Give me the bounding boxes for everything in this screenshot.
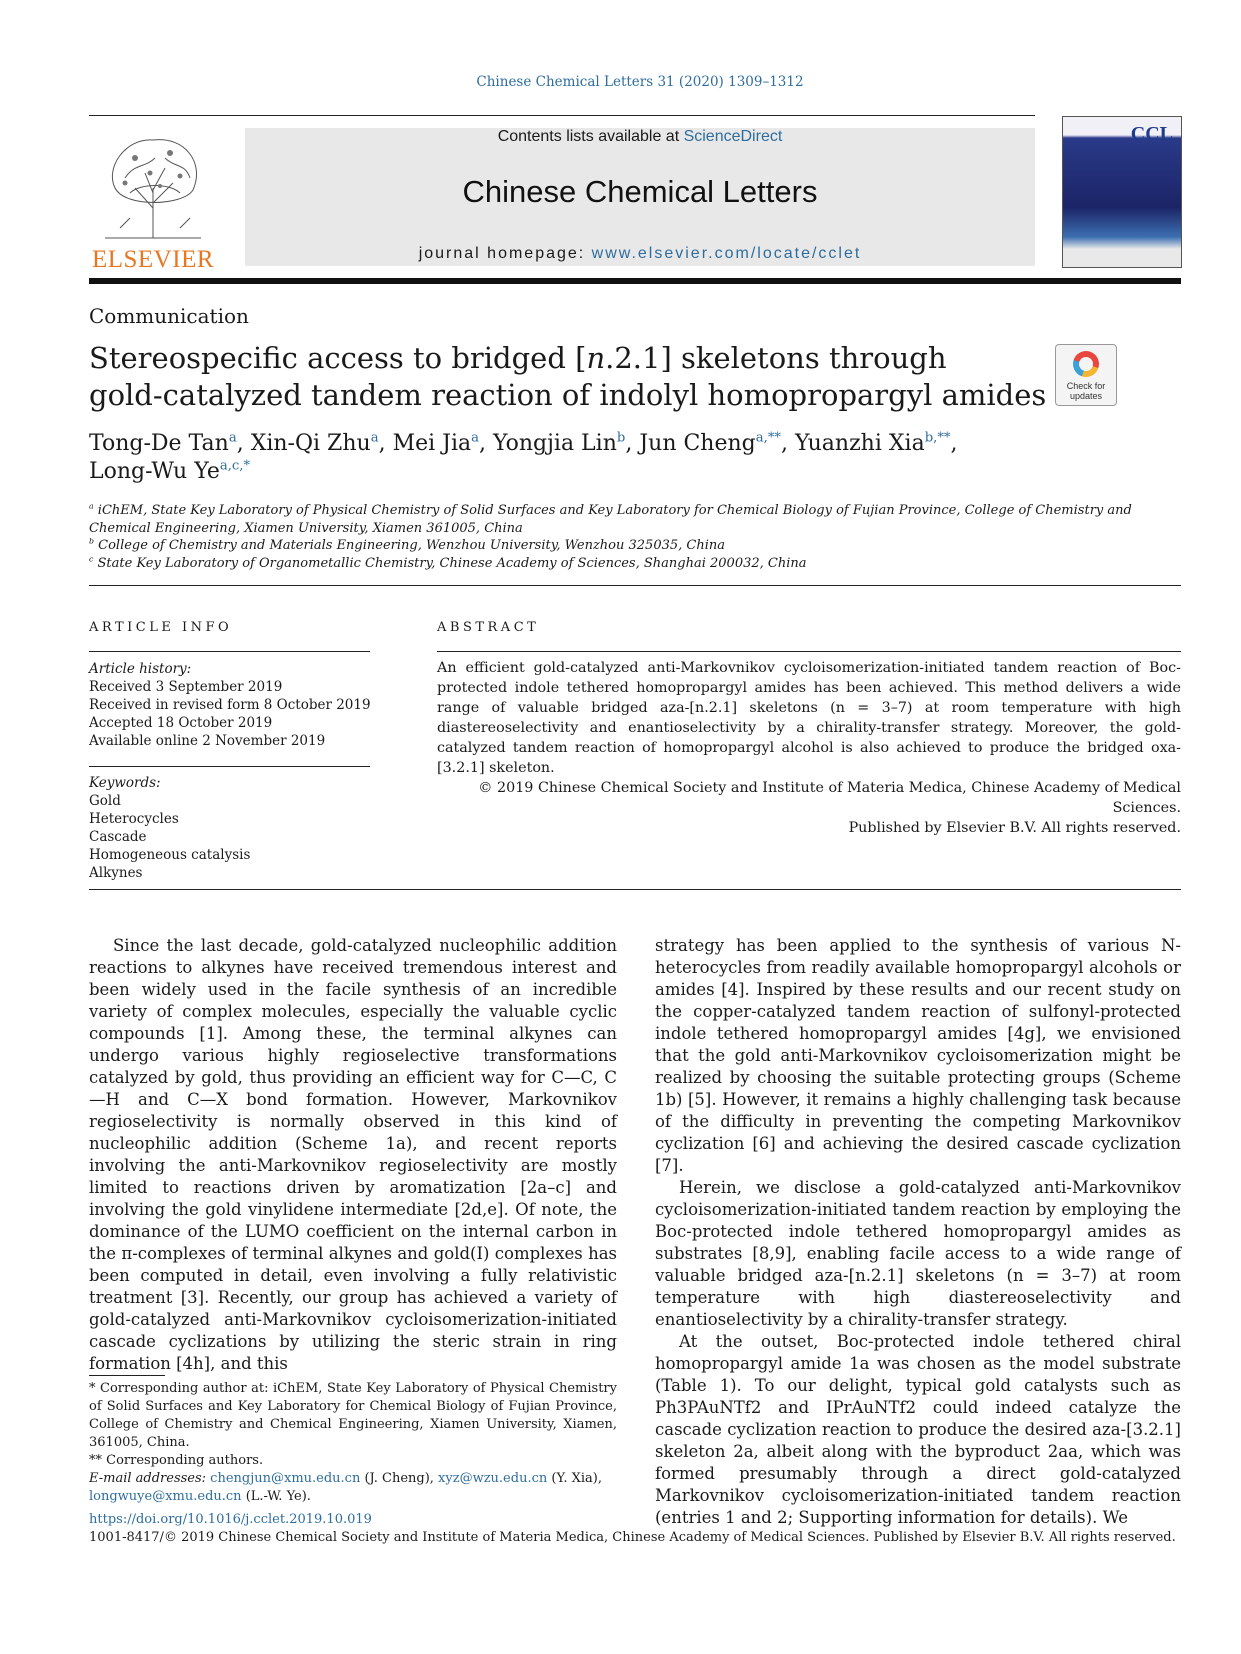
keywords-rule [89, 766, 370, 767]
keywords-label: Keywords: [89, 775, 161, 791]
journal-homepage [245, 245, 1035, 263]
body-column-left [89, 935, 617, 1375]
article-history [89, 660, 379, 750]
article-info-heading: ARTICLE INFO [89, 620, 233, 635]
issn-copyright: 1001-8417/© 2019 Chinese Chemical Society and Institute of Materia Medica, Chinese Academy of Medical Sciences. Published by Elsevier B.V. All rights reserved. [89, 1530, 1176, 1545]
history-online: Available online 2 November 2019 [89, 733, 326, 749]
contents-line [245, 128, 1035, 146]
title-part: .2.1] skeletons through [605, 341, 947, 375]
elsevier-wordmark: ELSEVIER [91, 246, 215, 273]
author[interactable]: Yuanzhi Xia$^{b,**}$ [795, 430, 951, 456]
badge-label: Check for updates [1066, 381, 1106, 401]
author[interactable]: Mei Jia$^a$ [392, 430, 479, 456]
article-type: Communication [89, 304, 249, 328]
keyword: Cascade [89, 829, 147, 845]
check-for-updates-badge[interactable] [1055, 344, 1117, 406]
crossmark-icon [1073, 351, 1099, 377]
author-list: Tong-De Tan$^a$, Xin-Qi Zhu$^a$, Mei Jia$^a$, Yongjia Lin$^b$, Jun Cheng$^{a,**}$, Yuanzhi Xia$^{b,**}$, Long-Wu $Ye^{a,c,*}$ [89, 430, 958, 484]
affiliations [89, 502, 1149, 572]
journal-banner [245, 128, 1035, 266]
author[interactable]: Xin-Qi Zhu$^a$ [250, 430, 379, 456]
journal-title: Chinese Chemical Letters [462, 174, 818, 209]
author[interactable]: Yongjia Lin$^b$ [492, 430, 626, 456]
elsevier-tree-icon [95, 128, 211, 240]
author[interactable]: Jun Cheng$^{a,**}$ [639, 430, 782, 456]
title-italic-n: n [586, 341, 606, 375]
body-paragraph: Since the last decade, gold-catalyzed nucleophilic addition reactions to alkynes have received tremendous interest and been widely used in the facile synthesis of an incredible variety of complex molecules, especially the valuable cyclic compounds [1]. Among these, the terminal alkynes can undergo various highly regioselective transformations catalyzed by gold, thus providing an efficient way for C—C, C—H and C—X bond formation. However, Markovnikov regioselectivity is normally observed in this kind of nucleophilic addition (Scheme 1a), and recent reports involving the anti-Markovnikov regioselectivity are mostly limited to reactions driven by aromatization [2a–c] and involving the gold vinylidene intermediate [2d,e]. Of note, the dominance of the LUMO coefficient on the internal carbon in the π-complexes of terminal alkynes and gold(I) complexes has been computed in detail, even involving a fully relativistic treatment [3]. Recently, our group has achieved a variety of gold-catalyzed anti-Markovnikov cycloisomerization-initiated cascade cyclizations by utilizing the steric strain in ring formation [4h], and this [89, 936, 617, 1373]
sciencedirect-link[interactable]: ScienceDirect [683, 128, 783, 145]
footnote-corresponding-authors: ** Corresponding authors. [89, 1453, 264, 1468]
keyword: Alkynes [89, 865, 143, 881]
body-column-right [655, 935, 1181, 1529]
header-thick-rule [89, 278, 1181, 284]
keywords [89, 774, 379, 882]
article-info-rule [89, 651, 370, 652]
footnote-corresponding: * Corresponding author at: iChEM, State Key Laboratory of Physical Chemistry of Solid Surfaces and Key Laboratory for Chemical Biology of Fujian Province, College of Chemistry and Chemical Engineering, Xiamen University, Xiamen, 361005, China. [89, 1381, 617, 1450]
abstract-heading: ABSTRACT [437, 620, 540, 635]
abstract-body [437, 658, 1181, 838]
footnotes [89, 1380, 617, 1506]
title-part: Stereospecific access to bridged [ [89, 341, 587, 375]
author[interactable]: Tong-De Tan$^a$ [89, 430, 237, 456]
homepage-prefix: journal homepage: [418, 245, 592, 262]
keyword: Gold [89, 793, 121, 809]
keyword: Homogeneous catalysis [89, 847, 251, 863]
history-received: Received 3 September 2019 [89, 679, 283, 695]
doi-link[interactable]: https://doi.org/10.1016/j.cclet.2019.10.019 [89, 1512, 372, 1527]
email-link[interactable]: xyz@wzu.edu.cn [438, 1471, 548, 1486]
body-paragraph: Herein, we disclose a gold-catalyzed anti-Markovnikov cycloisomerization-initiated tandem reaction by employing the Boc-protected indole tethered homopropargyl amides as substrates [8,9], enabling facile access to a wide range of valuable bridged aza-[n.2.1] skeletons (n = 3–7) at room temperature with high diastereoselectivity and enantioselectivity by a chirality-transfer strategy. [655, 1178, 1181, 1329]
contents-prefix: Contents lists available at [497, 128, 684, 145]
body-paragraph: At the outset, Boc-protected indole tethered chiral homopropargyl amide 1a was chosen as the model substrate (Table 1). To our delight, typical gold catalysts such as Ph3PAuNTf2 and IPrAuNTf2 could indeed catalyze the cascade cyclization reaction to produce the desired aza-[3.2.1] skeleton 2a, albeit along with the byproduct 2aa, which was formed presumably through a direct gold-catalyzed Markovnikov cycloisomerization-initiated tandem reaction (entries 1 and 2; Supporting information for details). We [655, 1332, 1181, 1527]
footnote-emails: E-mail addresses: chengjun@xmu.edu.cn (J. Cheng), xyz@wzu.edu.cn (Y. Xia), longwuye@xmu.edu.cn (L.-W. Ye). [89, 1471, 602, 1504]
journal-cover-thumbnail[interactable] [1062, 116, 1182, 268]
author[interactable]: Long-Wu $Ye^{a,c,*}$ [89, 458, 251, 484]
article-title [89, 340, 1049, 414]
abstract-copyright-1: © 2019 Chinese Chemical Society and Institute of Materia Medica, Chinese Academy of Medical Sciences. [478, 780, 1181, 816]
cover-abbrev: CCL [1130, 123, 1173, 145]
email-link[interactable]: longwuye@xmu.edu.cn [89, 1489, 242, 1504]
footnote-rule [89, 1375, 165, 1376]
keyword: Heterocycles [89, 811, 179, 827]
abstract-rule [437, 651, 1181, 652]
homepage-link[interactable]: www.elsevier.com/locate/cclet [591, 245, 862, 262]
affiliation-b: $^b$ College of Chemistry and Materials Engineering, Wenzhou University, Wenzhou 325035, China [89, 536, 726, 553]
affiliation-a: $^a$ iChEM, State Key Laboratory of Physical Chemistry of Solid Surfaces and Key Laboratory for Chemical Biology of Fujian Province, College of Chemistry and Chemical Engineering, Xiamen University, Xiamen 361005, China [89, 501, 1132, 536]
affiliation-c: $^c$ State Key Laboratory of Organometallic Chemistry, Chinese Academy of Sciences, Shanghai 200032, China [89, 554, 807, 571]
elsevier-logo[interactable] [89, 128, 217, 273]
journal-citation[interactable]: Chinese Chemical Letters 31 (2020) 1309–1312 [476, 74, 804, 90]
abstract-text: An efficient gold-catalyzed anti-Markovnikov cycloisomerization-initiated tandem reaction of Boc-protected indole tethered homopropargyl amides has been achieved. This method delivers a wide range of valuable bridged aza-[n.2.1] skeletons (n = 3–7) at room temperature with high diastereoselectivity and enantioselectivity by a chirality-transfer strategy. Moreover, the gold-catalyzed tandem reaction of homopropargyl alcohol is also achieved to produce the bridged oxa-[3.2.1] skeleton. [437, 660, 1181, 776]
header-rule [89, 115, 1035, 116]
section-rule [89, 585, 1181, 586]
abstract-copyright-2: Published by Elsevier B.V. All rights reserved. [848, 820, 1181, 836]
history-revised: Received in revised form 8 October 2019 [89, 697, 371, 713]
email-link[interactable]: chengjun@xmu.edu.cn [210, 1471, 361, 1486]
abstract-bottom-rule [89, 889, 1181, 890]
history-label: Article history: [89, 661, 192, 677]
history-accepted: Accepted 18 October 2019 [89, 715, 273, 731]
title-line-2: gold-catalyzed tandem reaction of indolyl homopropargyl amides [89, 378, 1047, 412]
body-paragraph: strategy has been applied to the synthesis of various N-heterocycles from readily available homopropargyl alcohols or amides [4]. Inspired by these results and our recent study on the copper-catalyzed tandem reaction of sulfonyl-protected indole tethered homopropargyl amides [4g], we envisioned that the gold anti-Markovnikov cycloisomerization might be realized by choosing the suitable protecting groups (Scheme 1b) [5]. However, it remains a highly challenging task because of the difficulty in preventing the competing Markovnikov cyclization [6] and achieving the desired cascade cyclization [7]. [655, 936, 1181, 1175]
